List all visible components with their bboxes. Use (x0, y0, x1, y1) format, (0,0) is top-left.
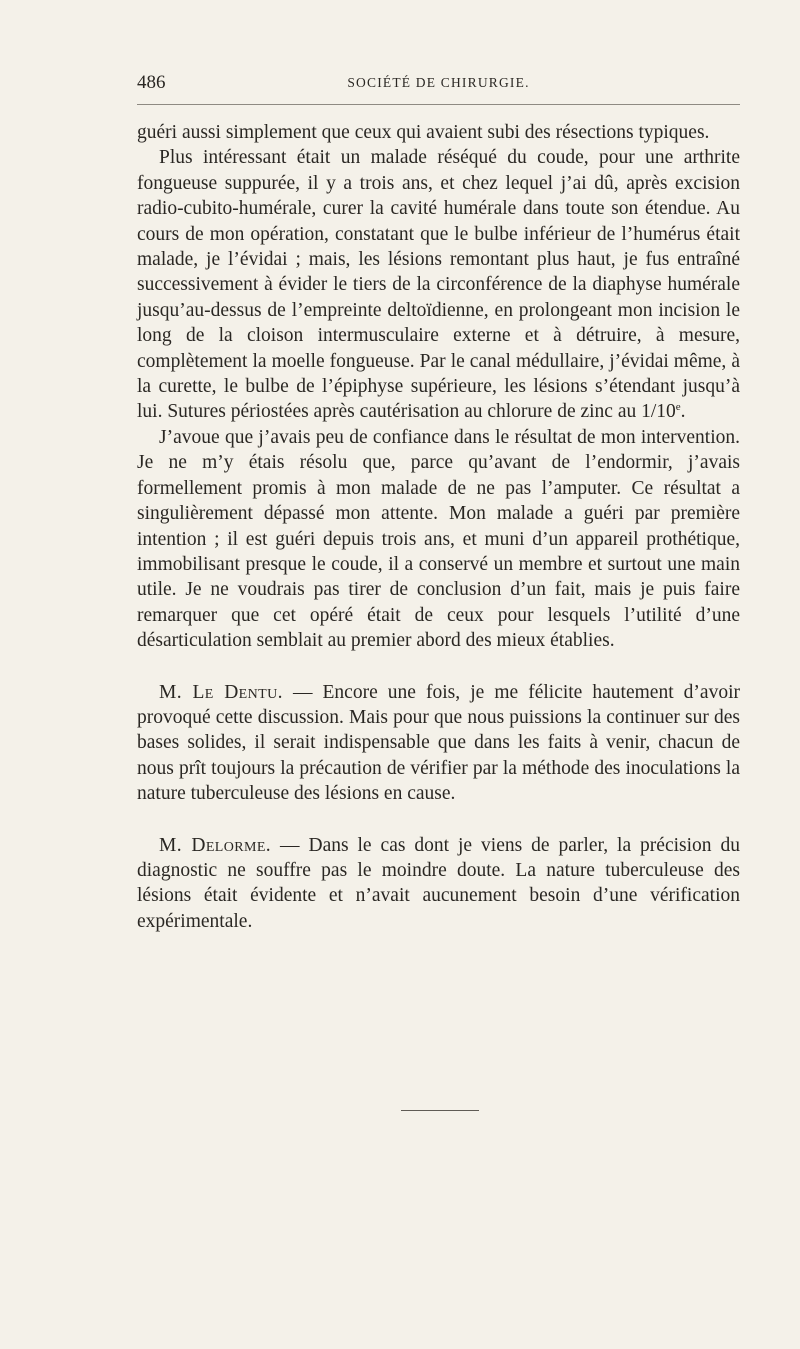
paragraph-delorme (137, 833, 740, 935)
paragraph-le-dentu (137, 680, 740, 807)
paragraph-text: guéri aussi simplement que ceux qui avaient subi des résections typiques. (137, 122, 710, 143)
paragraph-continuation (137, 120, 740, 145)
paragraph-text: — Dans le cas dont je viens de parler, la précision du diagnostic ne souffre pas le moindre doute. La nature tuberculeuse des lésions était évidente et n’avait aucunement besoin d’une vérification expérimentale. (137, 834, 740, 932)
running-title: SOCIÉTÉ DE CHIRURGIE. (347, 75, 530, 90)
paragraph-tail: . (680, 401, 686, 423)
body-text (137, 120, 740, 934)
speaker-name: M. Delorme. (159, 834, 272, 856)
paragraph-outcome (137, 425, 740, 654)
paragraph-elbow-case (137, 145, 740, 424)
page-number: 486 (137, 72, 166, 93)
header-rule (137, 104, 740, 105)
section-end-rule (401, 1110, 479, 1111)
speaker-name: M. Le Dentu. (159, 681, 283, 703)
superscript: e (675, 401, 681, 414)
running-head (137, 72, 740, 98)
paragraph-text: J’avoue que j’avais peu de confiance dans le résultat de mon intervention. Je ne m’y étais résolu que, parce qu’avant de l’endormir, j’avais formellement promis à mon malade de ne pas l’amputer. Ce résultat a singulièrement dépassé mon attente. Mon malade a guéri par première intention ; il est guéri depuis trois ans, et muni d’un appareil prothétique, immobilisant presque le coude, il a conservé un membre et surtout une main utile. Je ne voudrais pas tirer de conclusion d’un fait, mais je puis faire remarquer que cet opéré était de ceux pour lesquels l’utilité d’une désarticulation semblait au premier abord des mieux établies. (137, 426, 740, 652)
paragraph-text: Plus intéressant était un malade réséqué du coude, pour une arthrite fongueuse suppurée, il y a trois ans, et chez lequel j’ai dû, après excision radio-cubito-humérale, curer la cavité humérale dans toute son étendue. Au cours de mon opération, constatant que le bulbe inférieur de l’humérus était malade, je l’évidai ; mais, les lésions remontant plus haut, je fus entraîné successivement à évider le tiers de la circonférence de la diaphyse humérale jusqu’au-dessus de l’empreinte deltoïdienne, en prolongeant mon incision le long de la cloison intermusculaire externe et à détruire, à mesure, complètement la moelle fongueuse. Par le canal médullaire, j’évidai même, à la curette, le bulbe de l’épiphyse supérieure, les lésions s’étendant jusqu’à lui. Sutures périostées après cautérisation au chlorure de zinc au 1/10 (137, 147, 740, 423)
paragraph-text: — Encore une fois, je me félicite hautement d’avoir provoqué cette discussion. Mais pour que nous puissions la continuer sur des bases solides, il serait indispensable que dans les faits à venir, chacun de nous prît toujours la précaution de vérifier par la méthode des inoculations la nature tuberculeuse des lésions en cause. (137, 681, 740, 805)
